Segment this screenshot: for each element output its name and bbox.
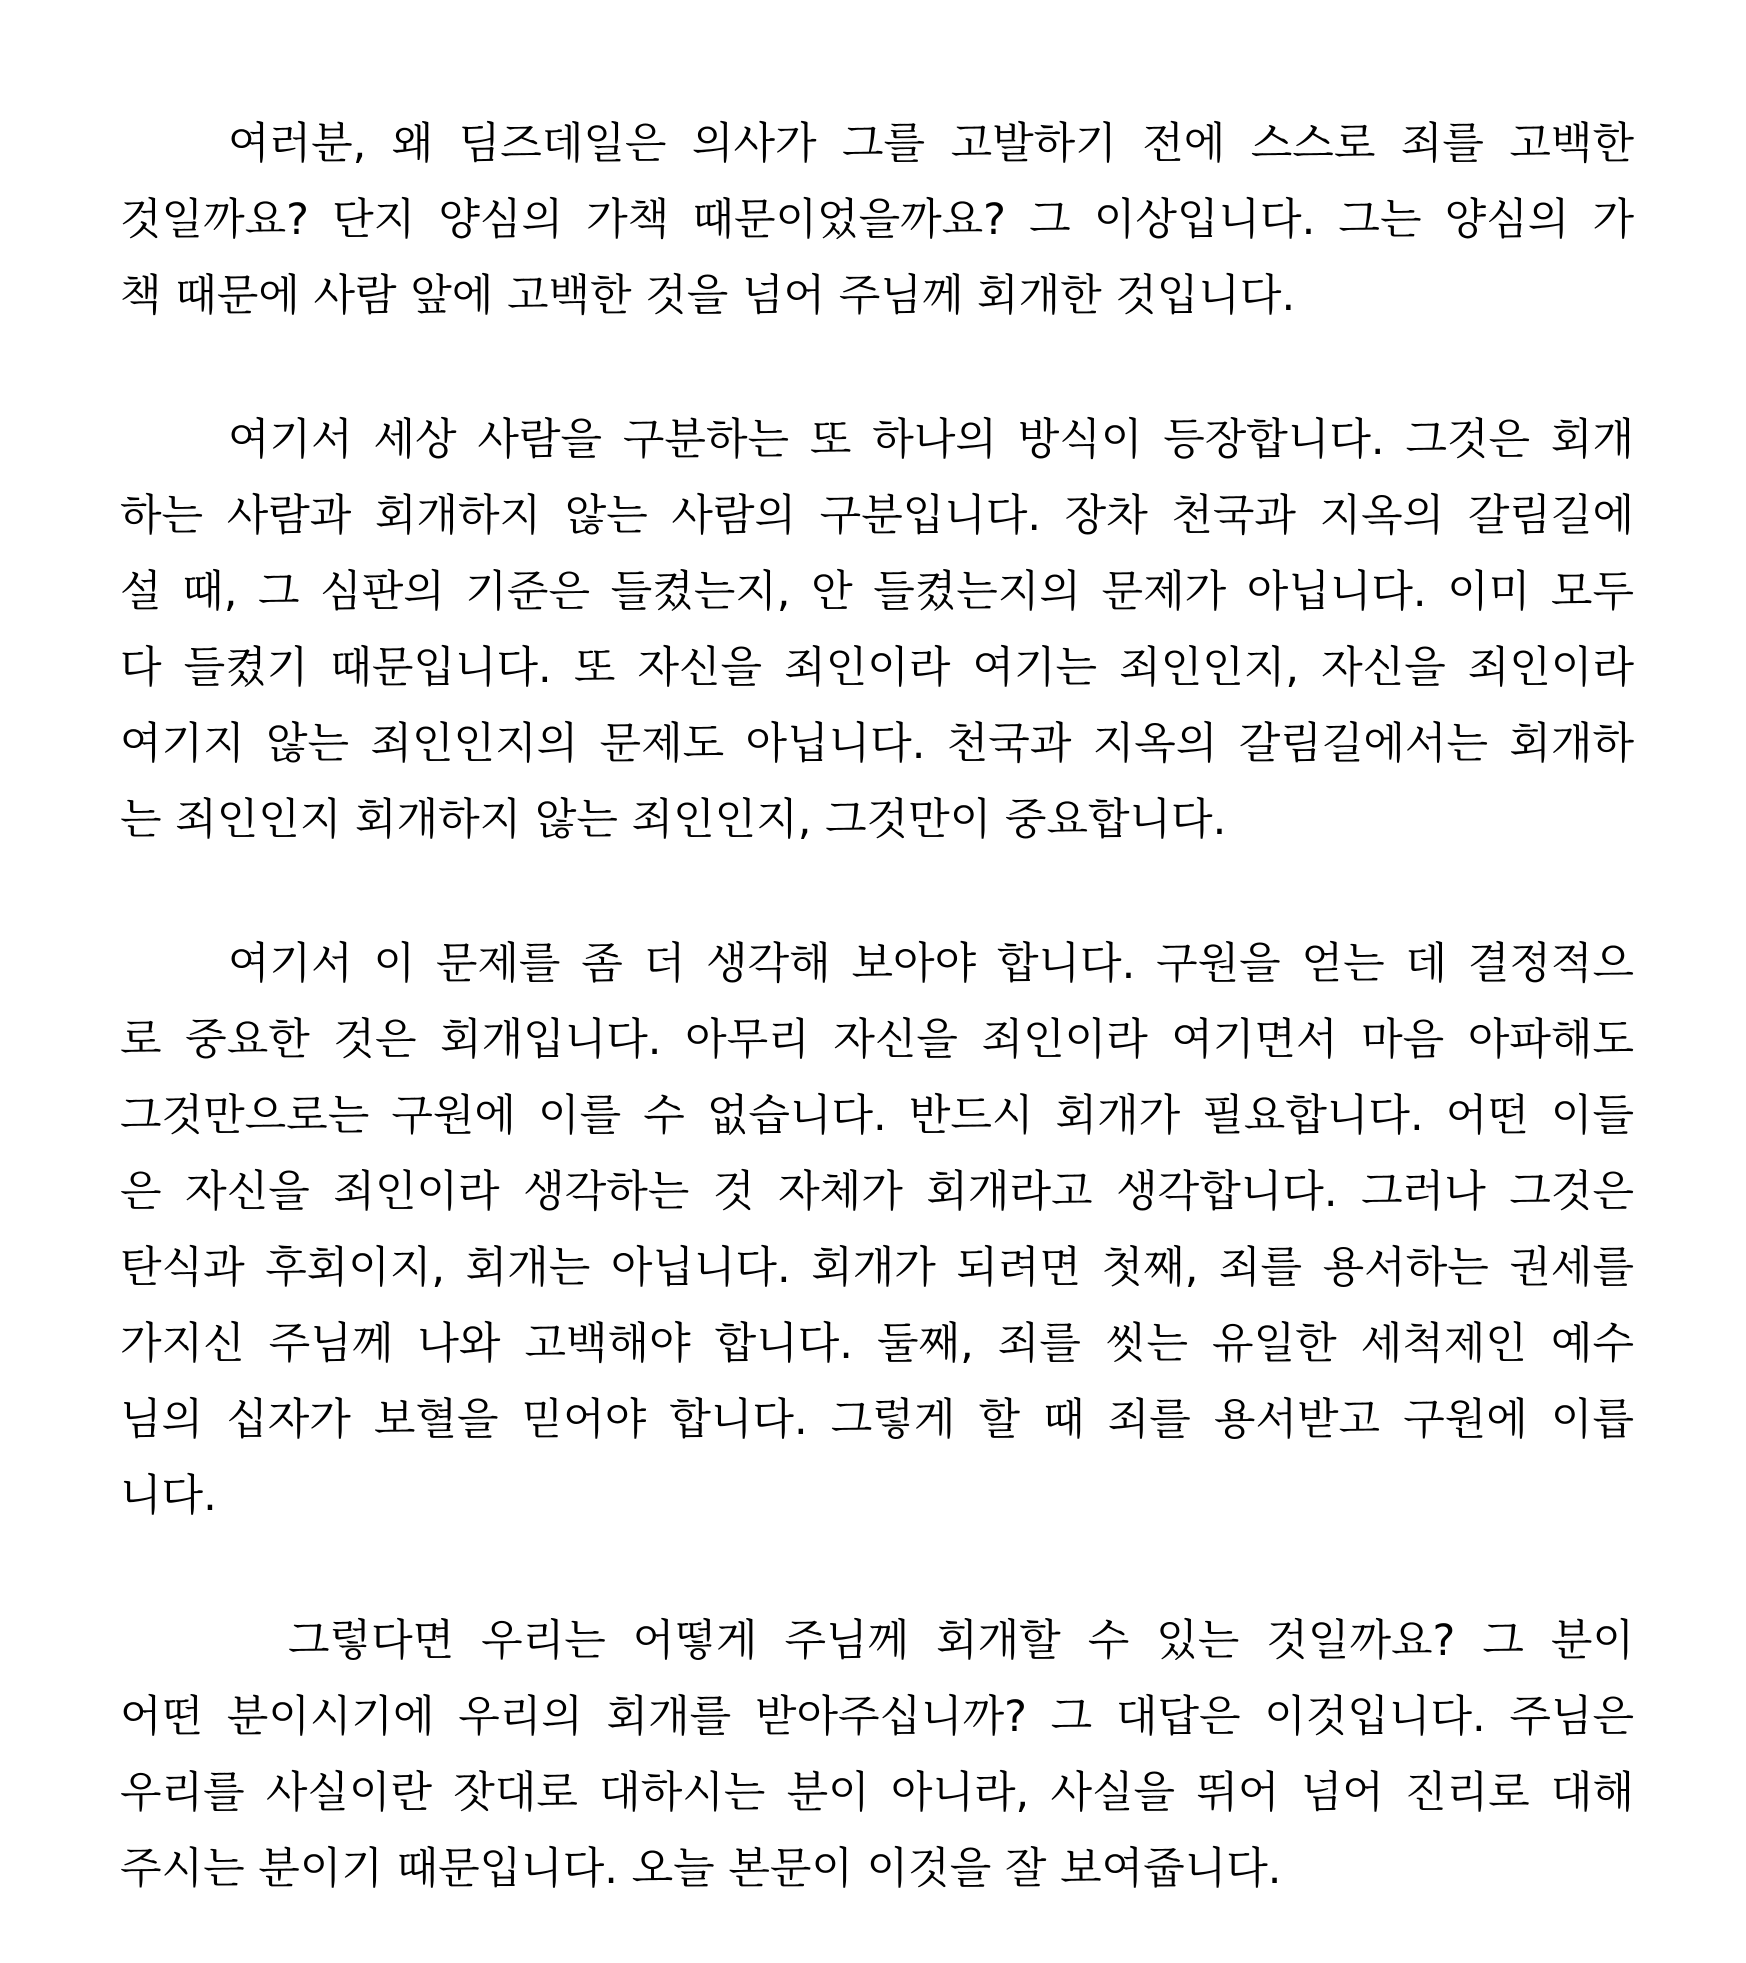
paragraph-1-line-2: 것일까요? 단지 양심의 가책 때문이었을까요? 그 이상입니다. 그는 양심의 가 bbox=[120, 195, 1634, 245]
paragraph-2-line-4: 다 들켰기 때문입니다. 또 자신을 죄인이라 여기는 죄인인지, 자신을 죄인이라 bbox=[120, 643, 1634, 693]
paragraph-1-line-1: 여러분, 왜 딤즈데일은 의사가 그를 고발하기 전에 스스로 죄를 고백한 bbox=[228, 119, 1634, 169]
paragraph-4-line-3: 우리를 사실이란 잣대로 대하시는 분이 아니라, 사실을 뛰어 넘어 진리로 대해 bbox=[120, 1768, 1634, 1818]
paragraph-2-line-5: 여기지 않는 죄인인지의 문제도 아닙니다. 천국과 지옥의 갈림길에서는 회개하 bbox=[120, 719, 1634, 769]
paragraph-2-line-1: 여기서 세상 사람을 구분하는 또 하나의 방식이 등장합니다. 그것은 회개 bbox=[228, 415, 1634, 465]
paragraph-2-line-2: 하는 사람과 회개하지 않는 사람의 구분입니다. 장차 천국과 지옥의 갈림길에 bbox=[120, 491, 1634, 541]
paragraph-3-line-3: 그것만으로는 구원에 이를 수 없습니다. 반드시 회개가 필요합니다. 어떤 이들 bbox=[120, 1091, 1634, 1141]
paragraph-1-line-3: 책 때문에 사람 앞에 고백한 것을 넘어 주님께 회개한 것입니다. bbox=[120, 271, 1296, 321]
paragraph-3-line-2: 로 중요한 것은 회개입니다. 아무리 자신을 죄인이라 여기면서 마음 아파해도 bbox=[120, 1015, 1634, 1065]
paragraph-2-line-6: 는 죄인인지 회개하지 않는 죄인인지, 그것만이 중요합니다. bbox=[120, 795, 1227, 845]
paragraph-3-line-4: 은 자신을 죄인이라 생각하는 것 자체가 회개라고 생각합니다. 그러나 그것은 bbox=[120, 1167, 1634, 1217]
paragraph-4-line-1: 그렇다면 우리는 어떻게 주님께 회개할 수 있는 것일까요? 그 분이 bbox=[288, 1616, 1634, 1666]
paragraph-3-line-6: 가지신 주님께 나와 고백해야 합니다. 둘째, 죄를 씻는 유일한 세척제인 예수 bbox=[120, 1319, 1634, 1369]
paragraph-3-line-7: 님의 십자가 보혈을 믿어야 합니다. 그렇게 할 때 죄를 용서받고 구원에 이릅 bbox=[120, 1395, 1634, 1445]
paragraph-3-line-1: 여기서 이 문제를 좀 더 생각해 보아야 합니다. 구원을 얻는 데 결정적으 bbox=[228, 939, 1634, 989]
paragraph-4-line-2: 어떤 분이시기에 우리의 회개를 받아주십니까? 그 대답은 이것입니다. 주님은 bbox=[120, 1692, 1634, 1742]
paragraph-4-line-4: 주시는 분이기 때문입니다. 오늘 본문이 이것을 잘 보여줍니다. bbox=[120, 1844, 1282, 1894]
paragraph-3-line-5: 탄식과 후회이지, 회개는 아닙니다. 회개가 되려면 첫째, 죄를 용서하는 권세를 bbox=[120, 1243, 1634, 1293]
paragraph-2-line-3: 설 때, 그 심판의 기준은 들켰는지, 안 들켰는지의 문제가 아닙니다. 이미 모두 bbox=[120, 567, 1634, 617]
paragraph-3-line-8: 니다. bbox=[120, 1471, 217, 1521]
